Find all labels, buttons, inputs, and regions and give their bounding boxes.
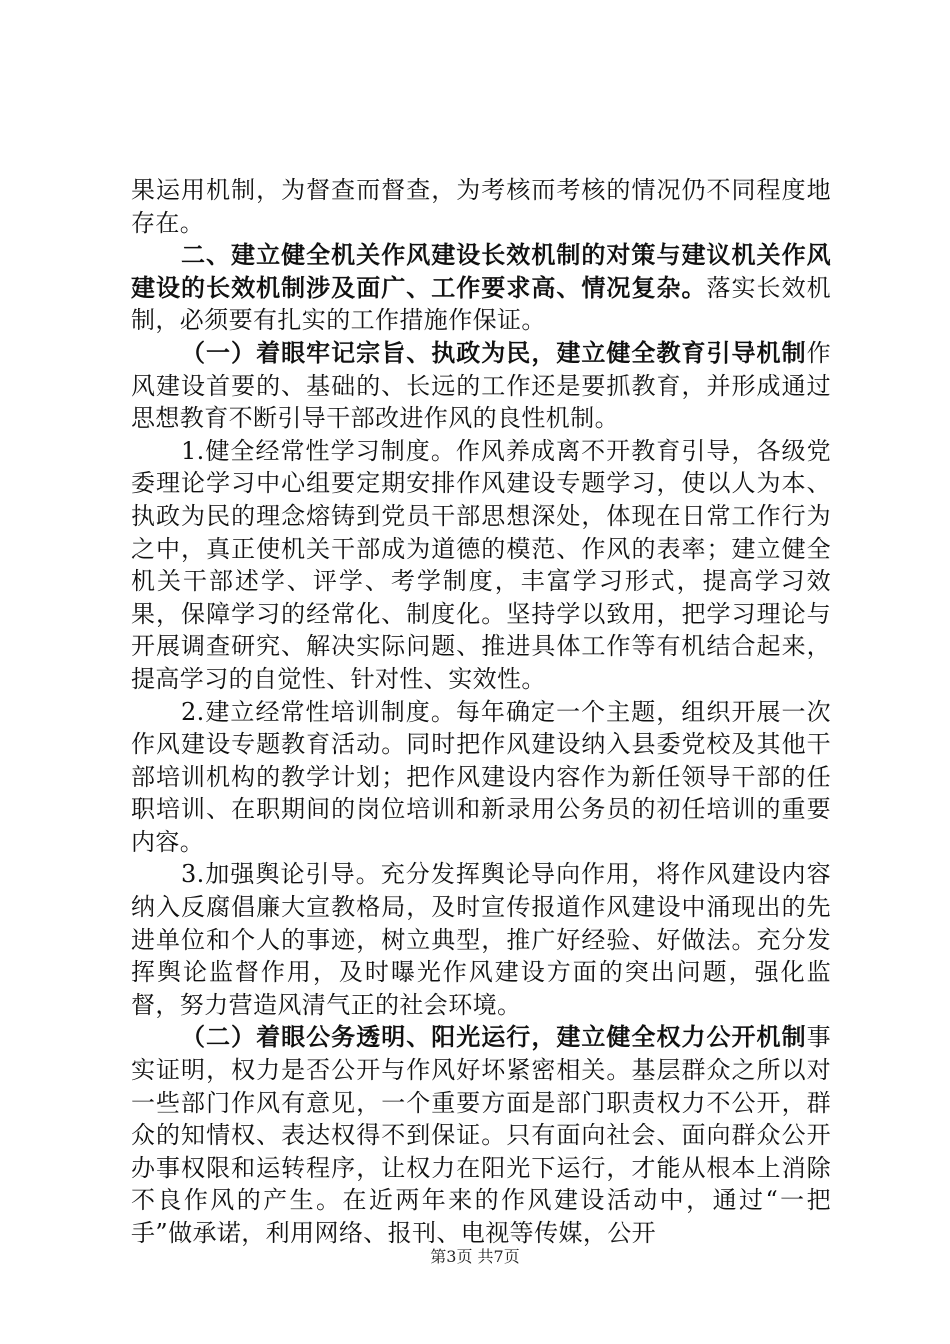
page-number-footer: 第3页 共7页	[430, 1247, 520, 1266]
paragraph-1-text: 果运用机制，为督查而督查，为考核而考核的情况仍不同程度地存在。	[131, 176, 831, 237]
subsection-heading-2: （二）着眼公务透明、阳光运行，建立健全权力公开机制	[181, 1022, 807, 1052]
document-body	[131, 174, 831, 1250]
paragraph-4	[131, 435, 831, 696]
paragraph-5-text: 2.建立经常性培训制度。每年确定一个主题，组织开展一次作风建设专题教育活动。同时把作风建设纳入县委党校及其他干部培训机构的教学计划；把作风建设内容作为新任领导干部的任职培训、在职期间的岗位培训和新录用公务员的初任培训的重要内容。	[131, 697, 831, 856]
paragraph-2	[131, 239, 831, 337]
paragraph-6-text: 3.加强舆论引导。充分发挥舆论导向作用，将作风建设内容纳入反腐倡廉大宣教格局，及时宣传报道作风建设中涌现出的先进单位和个人的事迹，树立典型，推广好经验、好做法。充分发挥舆论监督作用，及时曝光作风建设方面的突出问题，强化监督，努力营造风清气正的社会环境。	[131, 860, 831, 1019]
paragraph-3	[131, 337, 831, 435]
paragraph-7-text: 事实证明，权力是否公开与作风好坏紧密相关。基层群众之所以对一些部门作风有意见，一个重要方面是部门职责权力不公开，群众的知情权、表达权得不到保证。只有面向社会、面向群众公开办事权限和运转程序，让权力在阳光下运行，才能从根本上消除不良作风的产生。在近两年来的作风建设活动中，通过“一把手”做承诺，利用网络、报刊、电视等传媒，公开	[131, 1023, 831, 1247]
paragraph-4-text: 1.健全经常性学习制度。作风养成离不开教育引导，各级党委理论学习中心组要定期安排作风建设专题学习，使以人为本、执政为民的理念熔铸到党员干部思想深处，体现在日常工作行为之中，真正使机关干部成为道德的模范、作风的表率；建立健全机关干部述学、评学、考学制度，丰富学习形式，提高学习效果，保障学习的经常化、制度化。坚持学以致用，把学习理论与开展调查研究、解决实际问题、推进具体工作等有机结合起来，提高学习的自觉性、针对性、实效性。	[131, 436, 831, 693]
subsection-heading-1: （一）着眼牢记宗旨、执政为民，建立健全教育引导机制	[181, 337, 807, 367]
section-heading-2: 二、建立健全机关作风建设长效机制的对策与建议机关作风建设的长效机制涉及面广、工作要求高、情况复杂。	[131, 240, 831, 302]
paragraph-3-text: 作风建设首要的、基础的、长远的工作还是要抓教育，并形成通过思想教育不断引导干部改进作风的良性机制。	[131, 338, 831, 433]
paragraph-1	[131, 174, 831, 239]
paragraph-5	[131, 696, 831, 859]
paragraph-7	[131, 1021, 831, 1249]
paragraph-2-text: 落实长效机制，必须要有扎实的工作措施作保证。	[131, 273, 832, 335]
paragraph-6	[131, 858, 831, 1021]
